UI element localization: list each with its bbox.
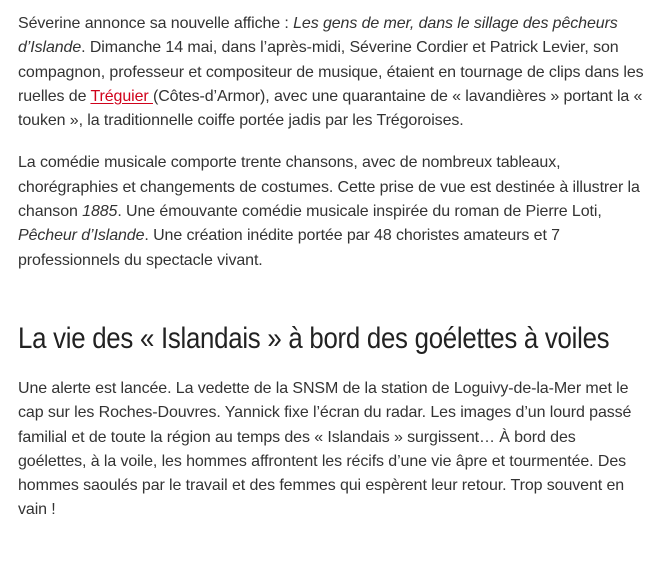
novel-title: Pêcheur d’Islande <box>18 227 145 245</box>
treguier-link[interactable]: Tréguier <box>90 87 153 105</box>
text-segment: La comédie musicale comporte trente chansons, avec de nombreux tableaux, chorégraphies et changements de costumes. Cette prise de vue est destinée à illustrer la chanson <box>18 154 640 221</box>
section-heading: La vie des « Islandais » à bord des goélettes à voiles <box>18 321 610 355</box>
text-segment: . Une création inédite portée par 48 choristes amateurs et 7 professionnels du spectacle vivant. <box>18 227 560 269</box>
paragraph-intro <box>18 12 648 133</box>
text-segment: (Côtes-d’Armor), avec une quarantaine de « lavandières » portant la « touken », la traditionnelle coiffe portée jadis par les Trégoroises. <box>18 87 643 130</box>
poster-title: Les gens de mer, dans le sillage des pêcheurs d’Islande <box>18 15 618 57</box>
paragraph-musical <box>18 151 648 272</box>
text-segment: . Dimanche 14 mai, dans l’après-midi, Séverine Cordier et Patrick Levier, son compagnon, professeur et compositeur de musique, étaient en tournage de clips dans les ruelles de <box>18 39 644 105</box>
text-segment: Séverine annonce sa nouvelle affiche : <box>18 15 294 32</box>
paragraph-islandais: Une alerte est lancée. La vedette de la SNSM de la station de Loguivy-de-la-Mer met le cap sur les Roches-Douvres. Yannick fixe l’écran du radar. Les images d’un lourd passé familial et de toute la région au temps des « Islandais » surgissent… À bord des goélettes, à la voile, les hommes affrontent les récifs d’une vie âpre et tourmentée. Des hommes saoulés par le travail et des femmes qui espèrent leur retour. Trop souvent en vain ! <box>18 379 632 519</box>
song-title: 1885 <box>82 203 118 221</box>
article-body <box>18 12 648 523</box>
text-segment: . Une émouvante comédie musicale inspirée du roman de Pierre Loti, <box>117 203 602 221</box>
